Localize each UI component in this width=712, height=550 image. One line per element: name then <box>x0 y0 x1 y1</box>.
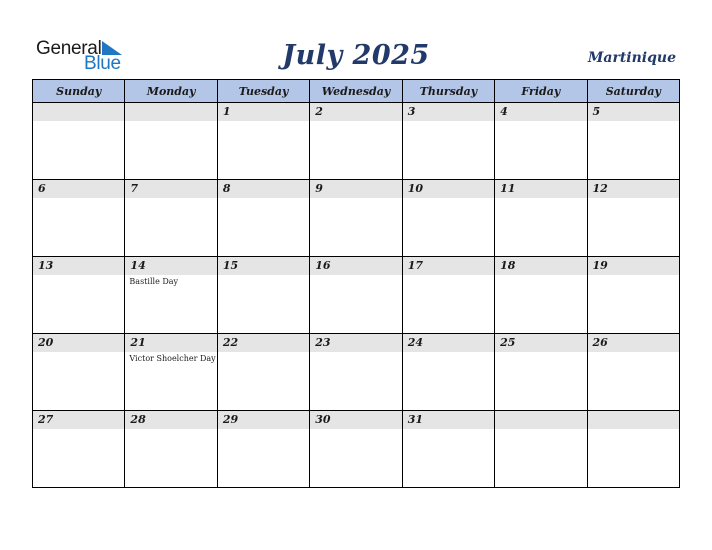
day-cell <box>587 257 679 334</box>
week-row <box>33 103 680 180</box>
day-number: 15 <box>218 257 309 275</box>
day-cell <box>495 103 587 180</box>
week-row <box>33 180 680 257</box>
day-cell <box>402 103 494 180</box>
day-cell <box>587 180 679 257</box>
day-cell <box>217 257 309 334</box>
week-row <box>33 257 680 334</box>
day-number: 4 <box>495 103 586 121</box>
day-cell <box>495 180 587 257</box>
day-cell <box>125 411 217 488</box>
weekday-header: Monday <box>125 80 217 103</box>
weekday-header-row <box>33 80 680 103</box>
day-cell <box>402 411 494 488</box>
day-number: 12 <box>588 180 679 198</box>
weekday-header: Tuesday <box>217 80 309 103</box>
day-number: 23 <box>310 334 401 352</box>
day-number: 18 <box>495 257 586 275</box>
day-number: 3 <box>403 103 494 121</box>
weekday-header: Friday <box>495 80 587 103</box>
day-number: 13 <box>33 257 124 275</box>
day-number <box>33 103 124 121</box>
day-number: 25 <box>495 334 586 352</box>
calendar-grid <box>32 79 680 488</box>
day-number <box>588 411 679 429</box>
weekday-header: Wednesday <box>310 80 402 103</box>
day-number: 20 <box>33 334 124 352</box>
day-cell <box>587 103 679 180</box>
day-number: 17 <box>403 257 494 275</box>
day-cell <box>402 257 494 334</box>
day-number: 2 <box>310 103 401 121</box>
day-cell <box>125 103 217 180</box>
day-cell <box>495 334 587 411</box>
week-row <box>33 334 680 411</box>
day-cell <box>217 103 309 180</box>
day-cell <box>310 334 402 411</box>
weekday-header: Sunday <box>33 80 125 103</box>
day-number: 7 <box>125 180 216 198</box>
weekday-header: Saturday <box>587 80 679 103</box>
day-number: 5 <box>588 103 679 121</box>
holiday-label: Bastille Day <box>129 277 179 286</box>
day-number: 16 <box>310 257 401 275</box>
day-number: 11 <box>495 180 586 198</box>
day-number: 6 <box>33 180 124 198</box>
day-number: 26 <box>588 334 679 352</box>
day-cell <box>402 180 494 257</box>
day-number: 28 <box>125 411 216 429</box>
day-cell <box>310 257 402 334</box>
day-cell <box>587 334 679 411</box>
day-cell <box>125 180 217 257</box>
day-cell <box>310 103 402 180</box>
day-number <box>125 103 216 121</box>
day-number: 19 <box>588 257 679 275</box>
day-number: 30 <box>310 411 401 429</box>
day-cell <box>217 180 309 257</box>
week-row <box>33 411 680 488</box>
day-number: 27 <box>33 411 124 429</box>
calendar-title: July 2025 <box>282 40 430 71</box>
day-cell <box>310 411 402 488</box>
day-cell <box>587 411 679 488</box>
day-number: 10 <box>403 180 494 198</box>
day-number: 29 <box>218 411 309 429</box>
day-number: 24 <box>403 334 494 352</box>
day-number: 21 <box>125 334 216 352</box>
day-cell <box>33 180 125 257</box>
day-number: 1 <box>218 103 309 121</box>
day-cell <box>495 257 587 334</box>
weekday-header: Thursday <box>402 80 494 103</box>
day-cell <box>495 411 587 488</box>
logo-word-general: General <box>36 38 102 59</box>
day-cell <box>217 411 309 488</box>
region-label: Martinique <box>587 50 676 66</box>
day-cell <box>33 334 125 411</box>
day-number: 31 <box>403 411 494 429</box>
day-cell <box>402 334 494 411</box>
day-cell <box>33 103 125 180</box>
day-number <box>495 411 586 429</box>
day-cell <box>33 411 125 488</box>
logo-word-blue: Blue <box>84 53 121 74</box>
day-number: 9 <box>310 180 401 198</box>
day-cell <box>125 334 217 411</box>
day-number: 8 <box>218 180 309 198</box>
day-number: 22 <box>218 334 309 352</box>
day-cell <box>125 257 217 334</box>
day-cell <box>33 257 125 334</box>
day-cell <box>310 180 402 257</box>
day-number: 14 <box>125 257 216 275</box>
holiday-label: Victor Shoelcher Day <box>129 354 216 363</box>
day-cell <box>217 334 309 411</box>
